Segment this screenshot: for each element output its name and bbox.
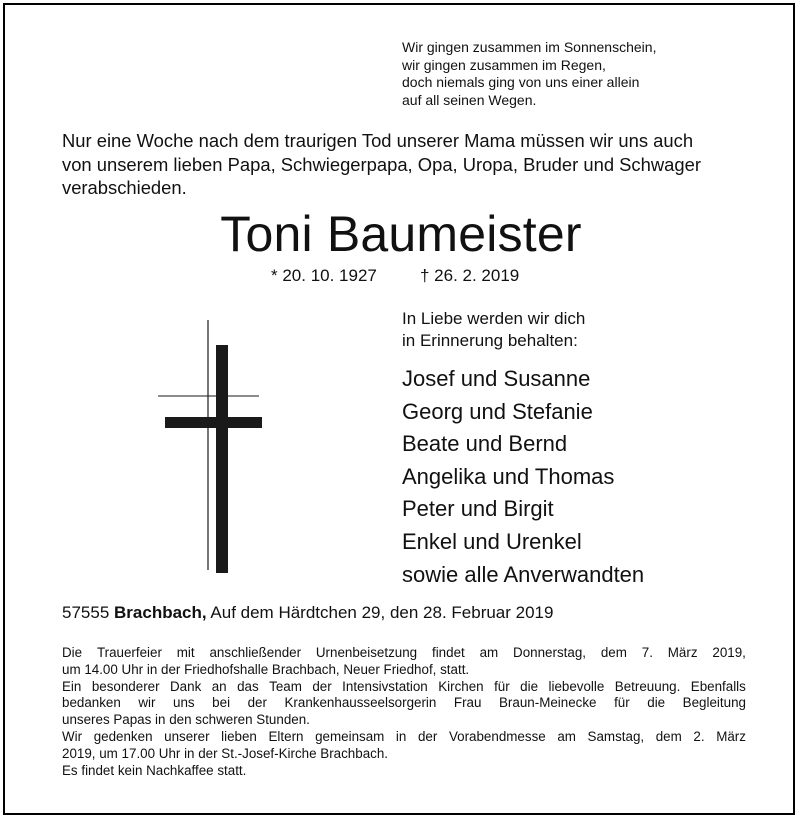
obituary-card bbox=[3, 3, 795, 815]
word: die bbox=[520, 678, 539, 694]
word: Kirchen bbox=[438, 678, 484, 694]
word: Betreuung. bbox=[614, 678, 681, 694]
intro-line: Nur eine Woche nach dem traurigen Tod unserer Mama müssen wir uns auch bbox=[62, 130, 694, 151]
intro-line: von unserem lieben Papa, Schwiegerpapa, Opa, Uropa, Bruder und Schwager bbox=[62, 153, 701, 175]
family-member: Josef und Susanne bbox=[402, 366, 591, 391]
postcode: 57555 bbox=[62, 603, 110, 622]
word: Samstag, bbox=[587, 728, 645, 744]
word: Team bbox=[269, 678, 302, 694]
word: Dank bbox=[170, 678, 202, 694]
remembrance-line: In Liebe werden wir dich bbox=[402, 309, 586, 328]
poem-line: doch niemals ging von uns einer allein bbox=[402, 74, 640, 90]
word: der bbox=[417, 728, 438, 744]
word: Wir bbox=[62, 728, 83, 744]
notes-line-text bbox=[62, 695, 746, 712]
intro-text bbox=[62, 129, 701, 200]
word: am bbox=[479, 645, 499, 660]
remembrance-line: in Erinnerung behalten: bbox=[402, 331, 578, 350]
family-member: Angelika und Thomas bbox=[402, 463, 615, 489]
word: dem bbox=[655, 728, 682, 744]
family-member: Georg und Stefanie bbox=[402, 398, 593, 424]
poem-line: wir gingen zusammen im Regen, bbox=[402, 56, 606, 73]
word: Die bbox=[62, 645, 83, 660]
word: März bbox=[667, 645, 698, 660]
word: Ein bbox=[62, 678, 82, 694]
word: Braun-Meinecke bbox=[499, 695, 597, 711]
word: Donnerstag, bbox=[513, 645, 586, 660]
word: der bbox=[247, 695, 267, 711]
notes-line: 2019, um 17.00 Uhr in der St.-Josef-Kirche Brachbach. bbox=[62, 745, 389, 761]
place-date-line bbox=[62, 602, 553, 624]
word: uns bbox=[173, 695, 195, 711]
word: März bbox=[716, 728, 746, 744]
word: liebevolle bbox=[548, 678, 605, 694]
town: Brachbach, bbox=[114, 603, 207, 622]
notes-line bbox=[62, 645, 746, 662]
remembrance-text bbox=[402, 308, 585, 352]
family-member: sowie alle Anverwandten bbox=[402, 561, 645, 587]
notes-line: um 14.00 Uhr in der Friedhofshalle Brachbach, Neuer Friedhof, statt. bbox=[62, 661, 470, 677]
notes-line bbox=[62, 679, 746, 696]
intro-line: verabschieden. bbox=[62, 177, 187, 198]
word: besonderer bbox=[91, 678, 160, 694]
word: dem bbox=[600, 645, 627, 660]
word: wir bbox=[138, 695, 156, 711]
family-list bbox=[402, 363, 644, 591]
word: Ebenfalls bbox=[690, 678, 746, 694]
word: in bbox=[395, 728, 407, 744]
word: 7. bbox=[641, 645, 653, 660]
word: bedanken bbox=[62, 695, 121, 711]
word: für bbox=[614, 695, 630, 711]
deceased-name: Toni Baumeister bbox=[220, 206, 582, 262]
word: gemeinsam bbox=[315, 728, 385, 744]
word: das bbox=[237, 678, 259, 694]
word: am bbox=[557, 728, 576, 744]
notes-line-text bbox=[62, 729, 746, 746]
family-member: Peter und Birgit bbox=[402, 496, 554, 522]
word: gedenken bbox=[93, 728, 153, 744]
notes-line: unseres Papas in den schweren Stunden. bbox=[62, 712, 310, 728]
word: Eltern bbox=[268, 728, 304, 744]
word: Vorabendmesse bbox=[448, 728, 546, 744]
birth-date: * 20. 10. 1927 bbox=[271, 266, 377, 285]
word: Krankenhausseelsorgerin bbox=[284, 695, 437, 711]
word: mit bbox=[176, 645, 195, 660]
notes-line-text bbox=[62, 679, 746, 696]
word: lieben bbox=[221, 728, 257, 744]
family-member: Enkel und Urenkel bbox=[402, 528, 582, 554]
word: an bbox=[211, 678, 227, 694]
word: Frau bbox=[453, 695, 482, 711]
notes-line-text bbox=[62, 645, 746, 662]
address-date: Auf dem Härdtchen 29, den 28. Februar 2019 bbox=[210, 603, 554, 622]
word: Intensivstation bbox=[342, 678, 428, 694]
word: 2. bbox=[693, 728, 705, 744]
word: die bbox=[647, 695, 666, 711]
notes-line: Es findet kein Nachkaffee statt. bbox=[62, 762, 247, 778]
death-date: † 26. 2. 2019 bbox=[420, 266, 520, 285]
poem-line: Wir gingen zusammen im Sonnenschein, bbox=[402, 39, 657, 55]
poem-line: auf all seinen Wegen. bbox=[402, 91, 537, 108]
cross-icon bbox=[155, 320, 265, 575]
notes-line bbox=[62, 729, 746, 746]
word: unserer bbox=[164, 728, 210, 744]
notes-line bbox=[62, 695, 746, 712]
word: der bbox=[312, 678, 332, 694]
notes bbox=[62, 645, 746, 779]
word: für bbox=[494, 678, 510, 694]
family-member: Beate und Bernd bbox=[402, 431, 568, 457]
poem bbox=[402, 39, 656, 109]
word: 2019, bbox=[712, 645, 746, 660]
word: bei bbox=[212, 695, 231, 711]
word: Trauerfeier bbox=[96, 645, 162, 660]
word: findet bbox=[431, 645, 465, 660]
word: Begleitung bbox=[682, 695, 746, 711]
word: anschließender bbox=[209, 645, 302, 660]
word: Urnenbeisetzung bbox=[315, 645, 418, 660]
